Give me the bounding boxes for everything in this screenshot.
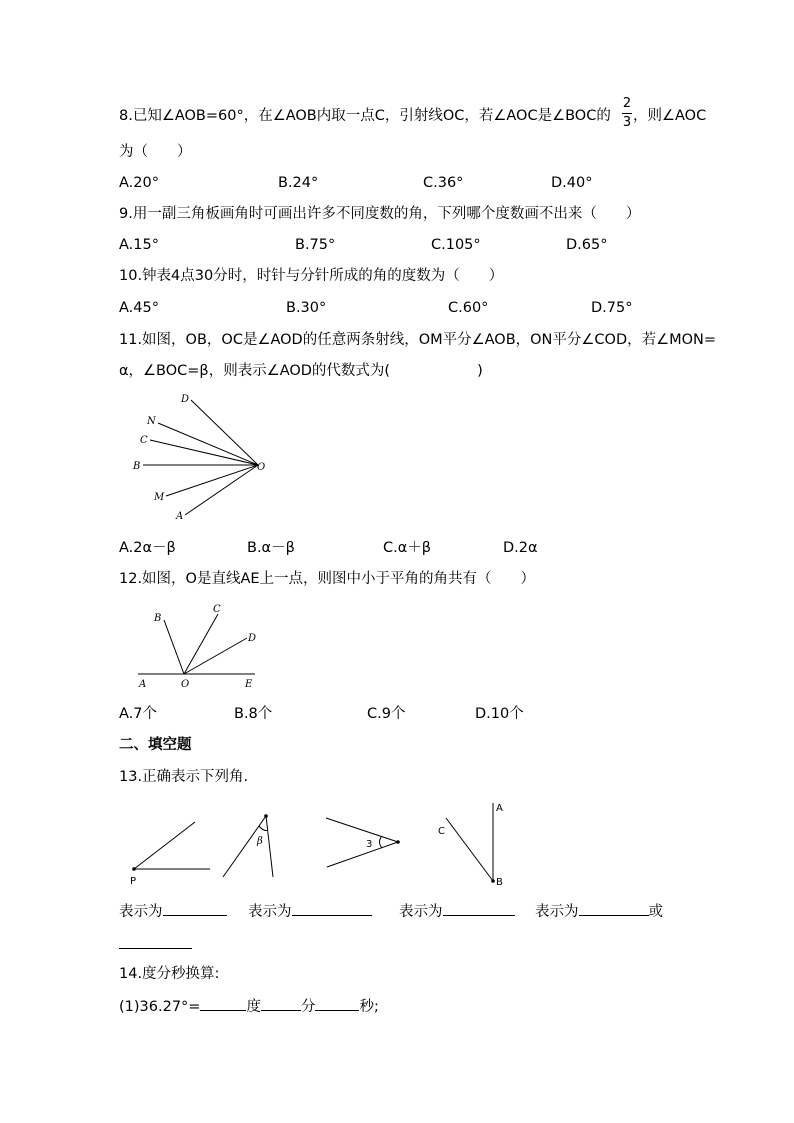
q8-fraction-denominator: 3 (622, 115, 632, 130)
q11-stem-line2: α，∠BOC=β，则表示∠AOD的代数式为( ) (119, 363, 483, 379)
q13-label-p: P (130, 876, 137, 887)
q13-label-beta: β (257, 836, 263, 847)
q9-option-c: C.105° (431, 237, 481, 253)
q11-label-a: A (176, 511, 184, 522)
q14-degree-unit: 度 (246, 999, 261, 1015)
q12-stem: 12.如图，O是直线AE上一点，则图中小于平角的角共有（ ） (119, 571, 536, 587)
q13-label-b: B (496, 877, 503, 888)
q11-option-a: A.2α－β (119, 540, 176, 556)
q14-second-unit: 秒; (359, 999, 379, 1015)
section-title-fill-in: 二、填空题 (119, 737, 192, 753)
q12-option-a: A.7个 (119, 706, 157, 722)
q13-answer-3 (399, 901, 515, 922)
q13-answer-4-blank[interactable] (579, 901, 649, 916)
q13-answer-4-prefix: 表示为 (535, 904, 579, 920)
q14-degree-blank[interactable] (200, 996, 246, 1011)
q12-option-b: B.8个 (234, 706, 273, 722)
q13-answer-4-or: 或 (648, 904, 663, 920)
q8-option-b: B.24° (278, 175, 319, 191)
q13-answer-4 (535, 901, 663, 922)
q13-label-c: C (438, 826, 445, 837)
q13-answer-1-prefix: 表示为 (119, 904, 163, 920)
q11-option-d: D.2α (503, 540, 538, 556)
q9-stem: 9.用一副三角板画角时可画出许多不同度数的角，下列哪个度数画不出来（ ） (119, 206, 641, 222)
q12-label-b: B (154, 613, 162, 624)
q10-stem: 10.钟表4点30分时，时针与分针所成的角的度数为（ ） (119, 268, 504, 284)
q10-option-c: C.60° (448, 300, 489, 316)
q8-stem-line2: 为（ ） (119, 144, 192, 160)
q11-label-b: B (133, 461, 141, 472)
q12-label-a: A (139, 679, 147, 690)
q9-option-a: A.15° (119, 237, 159, 253)
q13-answer-2 (248, 901, 372, 922)
q10-option-b: B.30° (286, 300, 327, 316)
q9-option-b: B.75° (295, 237, 336, 253)
q14-second-blank[interactable] (315, 996, 359, 1011)
q14-minute-unit: 分 (300, 999, 316, 1015)
q8-option-d: D.40° (551, 175, 593, 191)
q11-option-c: C.α＋β (383, 540, 432, 556)
q8-fraction-bar (622, 113, 632, 114)
q8-stem-part1: 8.已知∠AOB=60°，在∠AOB内取一点C，引射线OC，若∠AOC是∠BOC的 (119, 108, 611, 124)
q12-label-e: E (245, 679, 253, 690)
q8-option-a: A.20° (119, 175, 159, 191)
q11-label-o: O (257, 462, 266, 473)
q10-option-a: A.45° (119, 300, 159, 316)
q12-label-d: D (248, 633, 257, 644)
q12-option-c: C.9个 (367, 706, 406, 722)
q13-answer-3-blank[interactable] (443, 901, 515, 916)
q11-label-n: N (147, 416, 156, 427)
q13-label-3: 3 (366, 839, 373, 850)
q13-answer-3-prefix: 表示为 (399, 904, 443, 920)
q11-stem-line1: 11.如图，OB，OC是∠AOD的任意两条射线，OM平分∠AOB，ON平分∠COD，若∠MON= (119, 332, 717, 348)
q8-option-c: C.36° (423, 175, 464, 191)
q13-answer-2-blank[interactable] (292, 901, 372, 916)
q13-answer-2-prefix: 表示为 (248, 904, 292, 920)
q13-answer-1 (119, 901, 227, 922)
q13-label-a: A (496, 803, 503, 814)
q12-option-d: D.10个 (475, 706, 524, 722)
q14-stem: 14.度分秒换算: (119, 966, 220, 982)
q14-minute-blank[interactable] (261, 996, 301, 1011)
q11-label-m: M (154, 492, 165, 503)
q13-answer-4-alt-blank[interactable] (119, 948, 192, 949)
q13-stem: 13.正确表示下列角. (119, 769, 249, 785)
q12-label-c: C (213, 604, 221, 615)
q13-answer-1-blank[interactable] (163, 901, 227, 916)
q12-label-o: O (181, 679, 190, 690)
q11-label-d: D (181, 394, 190, 405)
q9-option-d: D.65° (566, 237, 608, 253)
q14-part1-value: (1)36.27°= (119, 999, 201, 1015)
q8-fraction-numerator: 2 (622, 96, 632, 111)
q10-option-d: D.75° (591, 300, 633, 316)
q11-label-c: C (140, 435, 148, 446)
q14-part1 (119, 996, 379, 1017)
q11-option-b: B.α－β (247, 540, 295, 556)
q8-stem-line1 (119, 106, 611, 126)
q8-stem-part2: ，则∠AOC (633, 108, 707, 124)
